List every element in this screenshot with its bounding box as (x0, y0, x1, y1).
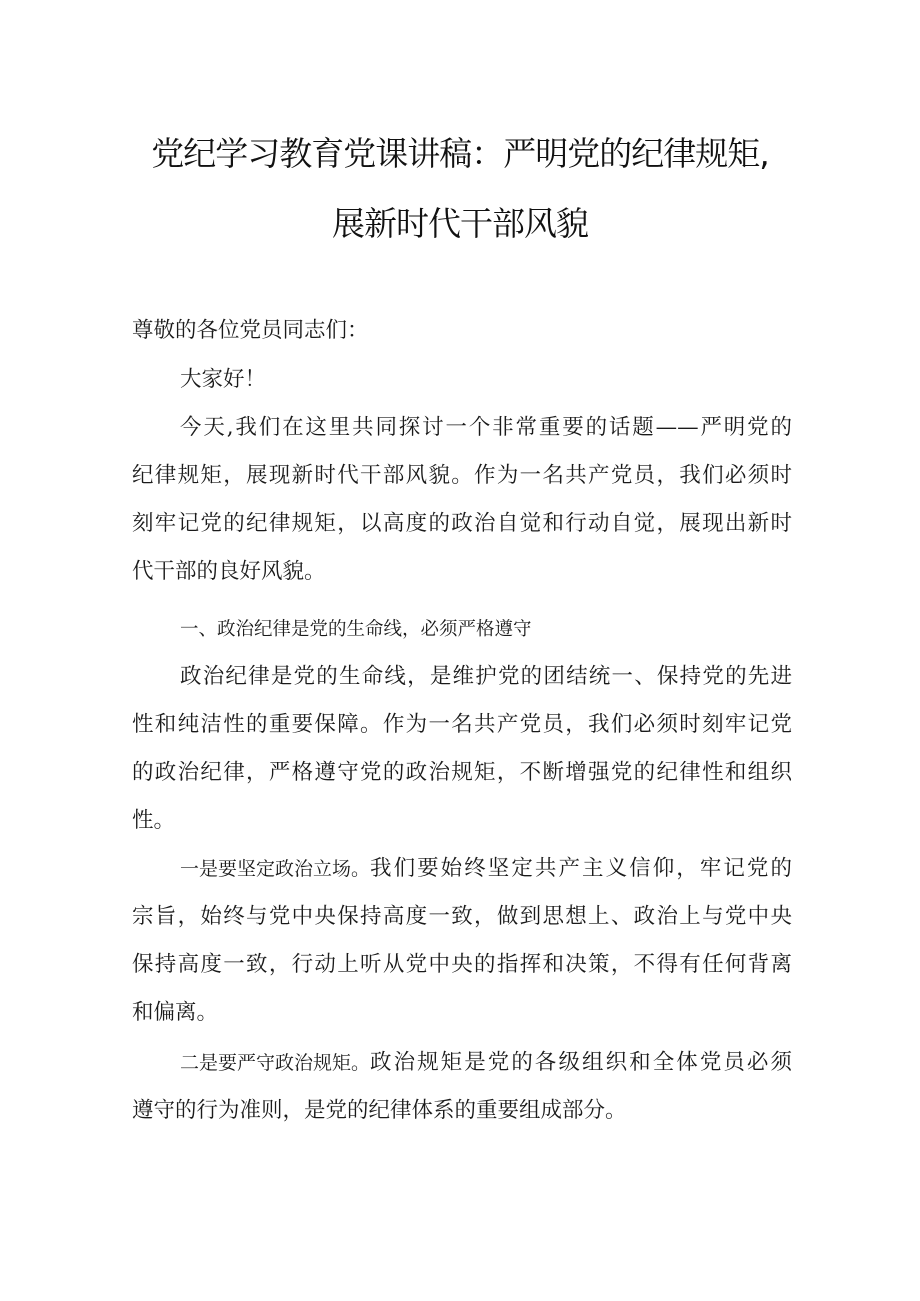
section1-line-1: 政治纪律是党的生命线，是维护党的团结统一、保持党的先进 (180, 664, 792, 689)
point2-lead: 二是要严守政治规矩。 (180, 1052, 371, 1074)
point1-lead: 一是要坚定政治立场。 (180, 858, 371, 880)
point1-line-4: 和偏离。 (132, 1000, 219, 1025)
point2-line-2: 遵守的行为准则，是党的纪律体系的重要组成部分。 (132, 1098, 627, 1123)
section-heading: 一、政治纪律是党的生命线，必须严格遵守 (180, 619, 532, 640)
intro-line-3: 刻牢记党的纪律规矩，以高度的政治自觉和行动自觉，展现出新时 (132, 511, 792, 536)
document-title-line-2: 展新时代干部风貌 (332, 204, 588, 243)
section1-line-4: 性。 (132, 808, 176, 833)
document-title-line-1: 党纪学习教育党课讲稿：严明党的纪律规矩, (151, 134, 769, 173)
point1-line-3: 保持高度一致，行动上听从党中央的指挥和决策，不得有任何背离 (132, 952, 792, 977)
point1-first-line (180, 851, 792, 882)
point1-line-1: 我们要始终坚定共产主义信仰，牢记党的 (370, 856, 792, 881)
intro-line-4: 代干部的良好风貌。 (132, 559, 326, 584)
section1-line-3: 的政治纪律，严格遵守党的政治规矩，不断增强党的纪律性和组织 (132, 760, 792, 785)
greeting: 大家好！ (180, 367, 267, 392)
point1-line-2: 宗旨，始终与党中央保持高度一致，做到思想上、政治上与党中央 (132, 904, 792, 929)
intro-line-1: 今天,我们在这里共同探讨一个非常重要的话题——严明党的 (180, 415, 792, 440)
point2-line-1: 政治规矩是党的各级组织和全体党员必须 (370, 1050, 792, 1075)
section1-line-2: 性和纯洁性的重要保障。作为一名共产党员，我们必须时刻牢记党 (132, 712, 792, 737)
intro-line-2: 纪律规矩，展现新时代干部风貌。作为一名共产党员，我们必须时 (132, 463, 792, 488)
salutation: 尊敬的各位党员同志们： (132, 318, 369, 343)
point2-first-line (180, 1045, 792, 1076)
